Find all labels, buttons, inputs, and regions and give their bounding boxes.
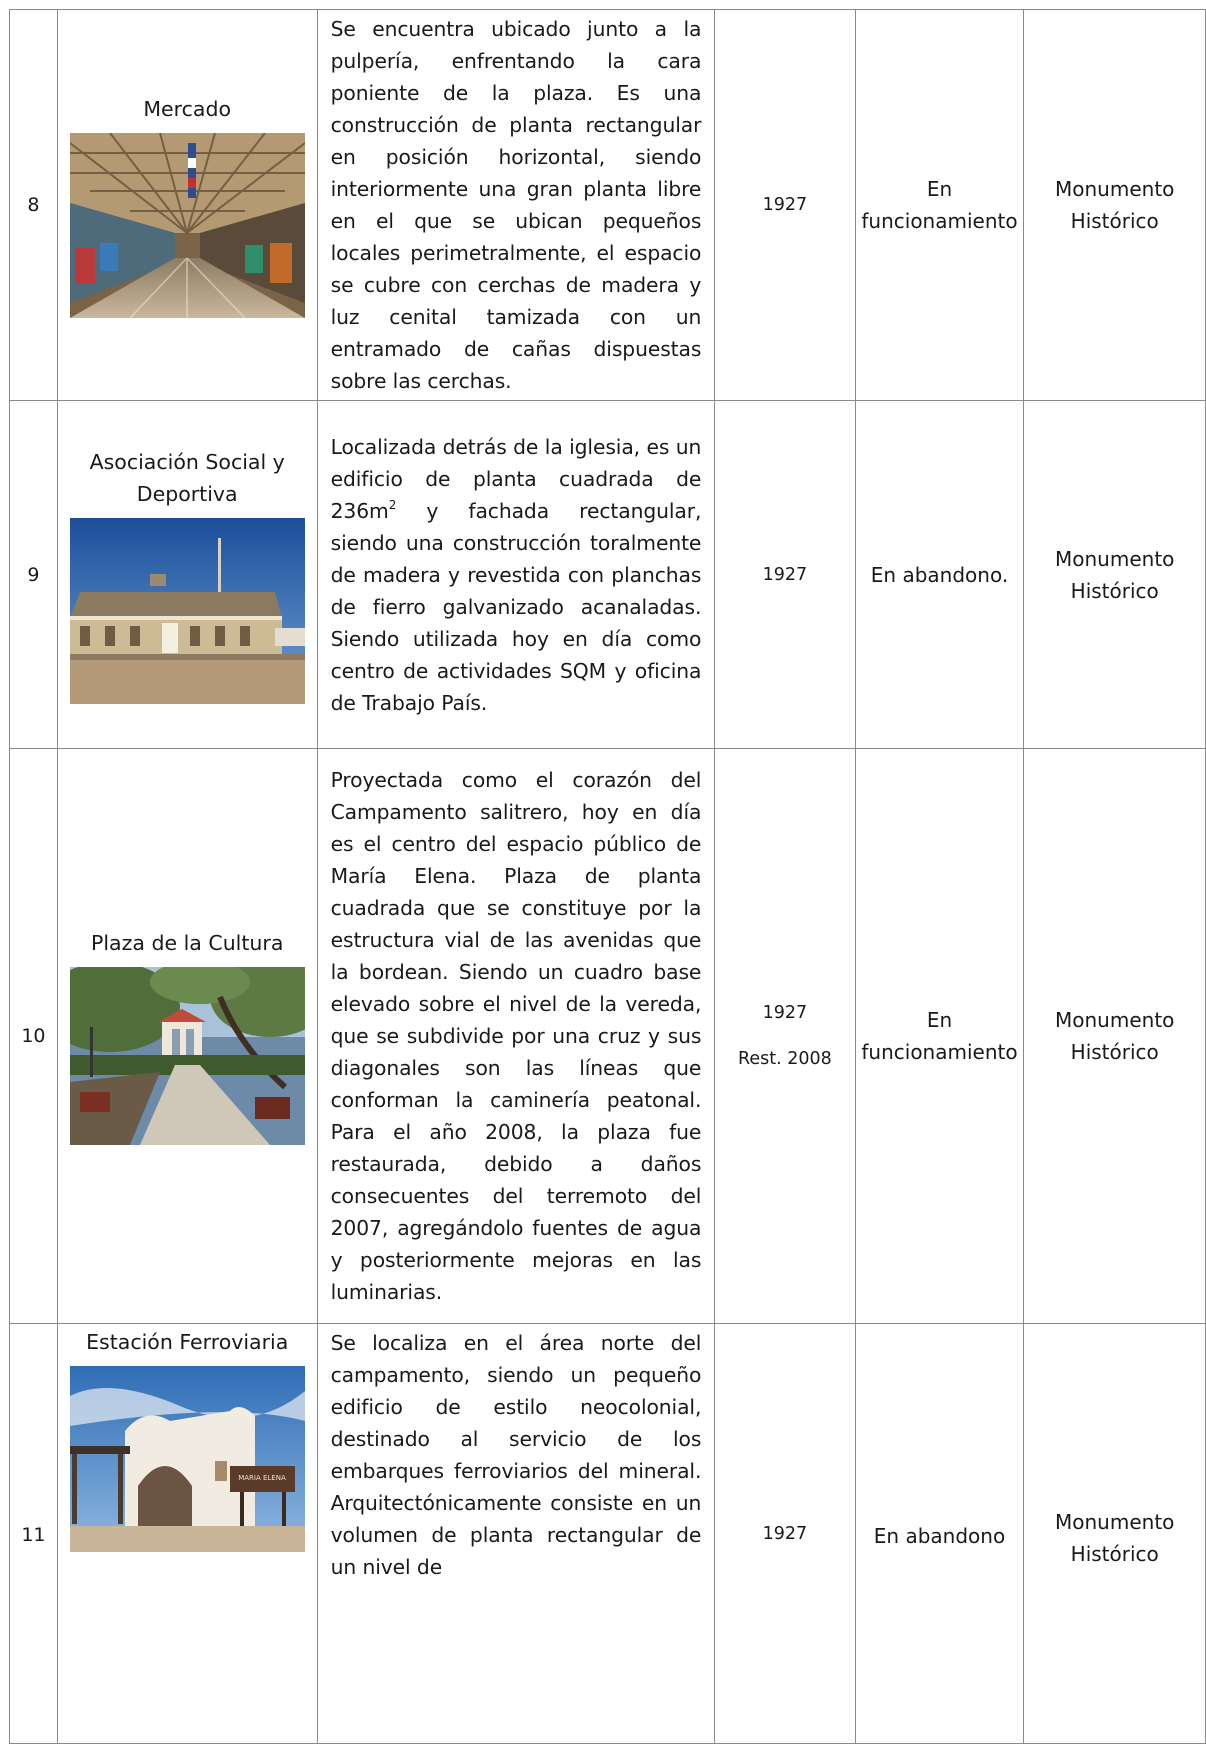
building-cell <box>57 10 317 401</box>
year: 1927 <box>762 1003 808 1023</box>
category: Monumento Histórico <box>1024 10 1206 401</box>
category: Monumento Histórico <box>1024 401 1206 749</box>
building-cell <box>57 749 317 1324</box>
building-name: Estación Ferroviaria <box>86 1330 289 1354</box>
description: Se localiza en el área norte del campamento, siendo un pequeño edificio de estilo neocolonial, destinado al servicio de los embarques ferroviarios del mineral. Arquitectónicamente consiste en un volumen de planta rectangular de un nivel de <box>317 1324 715 1744</box>
row-number: 11 <box>10 1324 58 1744</box>
row-number: 10 <box>10 749 58 1324</box>
train-station-photo <box>70 1366 305 1552</box>
category: Monumento Histórico <box>1024 749 1206 1324</box>
year: 1927 <box>715 10 855 401</box>
condition: En abandono. <box>855 401 1024 749</box>
row-number: 9 <box>10 401 58 749</box>
building-name: Asociación Social y Deportiva <box>89 449 285 506</box>
condition: En funcionamiento <box>855 749 1024 1324</box>
description: Se encuentra ubicado junto a la pulpería, enfrentando la cara poniente de la plaza. Es una construcción de planta rectangular en posición horizontal, siendo interiormente una gran planta libre en el que se ubican pequeños locales perimetralmente, el espacio se cubre con cerchas de madera y luz cenital tamizada con un entramado de cañas dispuestas sobre las cerchas. <box>317 10 715 401</box>
year: 1927 <box>715 401 855 749</box>
svg-text:MARIA ELENA: MARIA ELENA <box>237 1474 286 1482</box>
row-number: 8 <box>10 10 58 401</box>
description: Localizada detrás de la iglesia, es un edificio de planta cuadrada de $236m^2$ y fachada rectangular, siendo una construcción toralmente de madera y revestida con planchas de fierro galvanizado acanaladas. Siendo utilizada hoy en día como centro de actividades SQM y oficina de Trabajo País. <box>317 401 715 749</box>
building-cell <box>57 1324 317 1744</box>
year: 1927 <box>715 1324 855 1744</box>
building-name: Plaza de la Cultura <box>91 931 284 955</box>
table-row <box>10 749 1206 1324</box>
year-cell <box>715 749 855 1324</box>
table-row <box>10 10 1206 401</box>
market-photo <box>70 133 305 318</box>
description: Proyectada como el corazón del Campamento salitrero, hoy en día es el centro del espacio público de María Elena. Plaza de planta cuadrada que se constituye por la estructura vial de las avenidas que la bordean. Siendo un cuadro base elevado sobre el nivel de la vereda, que se subdivide por una cruz y sus diagonales son las líneas que conforman la caminería peatonal. Para el año 2008, la plaza fue restaurada, debido a daños consecuentes del terremoto del 2007, agregándolo fuentes de agua y posteriormente mejoras en las luminarias. <box>317 749 715 1324</box>
table-row <box>10 401 1206 749</box>
restoration-year: Rest. 2008 <box>738 1049 832 1069</box>
plaza-photo <box>70 967 305 1145</box>
table-row <box>10 1324 1206 1744</box>
category: Monumento Histórico <box>1024 1324 1206 1744</box>
condition: En abandono <box>855 1324 1024 1744</box>
building-cell <box>57 401 317 749</box>
heritage-table <box>9 9 1206 1744</box>
condition: En funcionamiento <box>855 10 1024 401</box>
social-club-photo <box>70 518 305 704</box>
building-name: Mercado <box>143 96 232 121</box>
